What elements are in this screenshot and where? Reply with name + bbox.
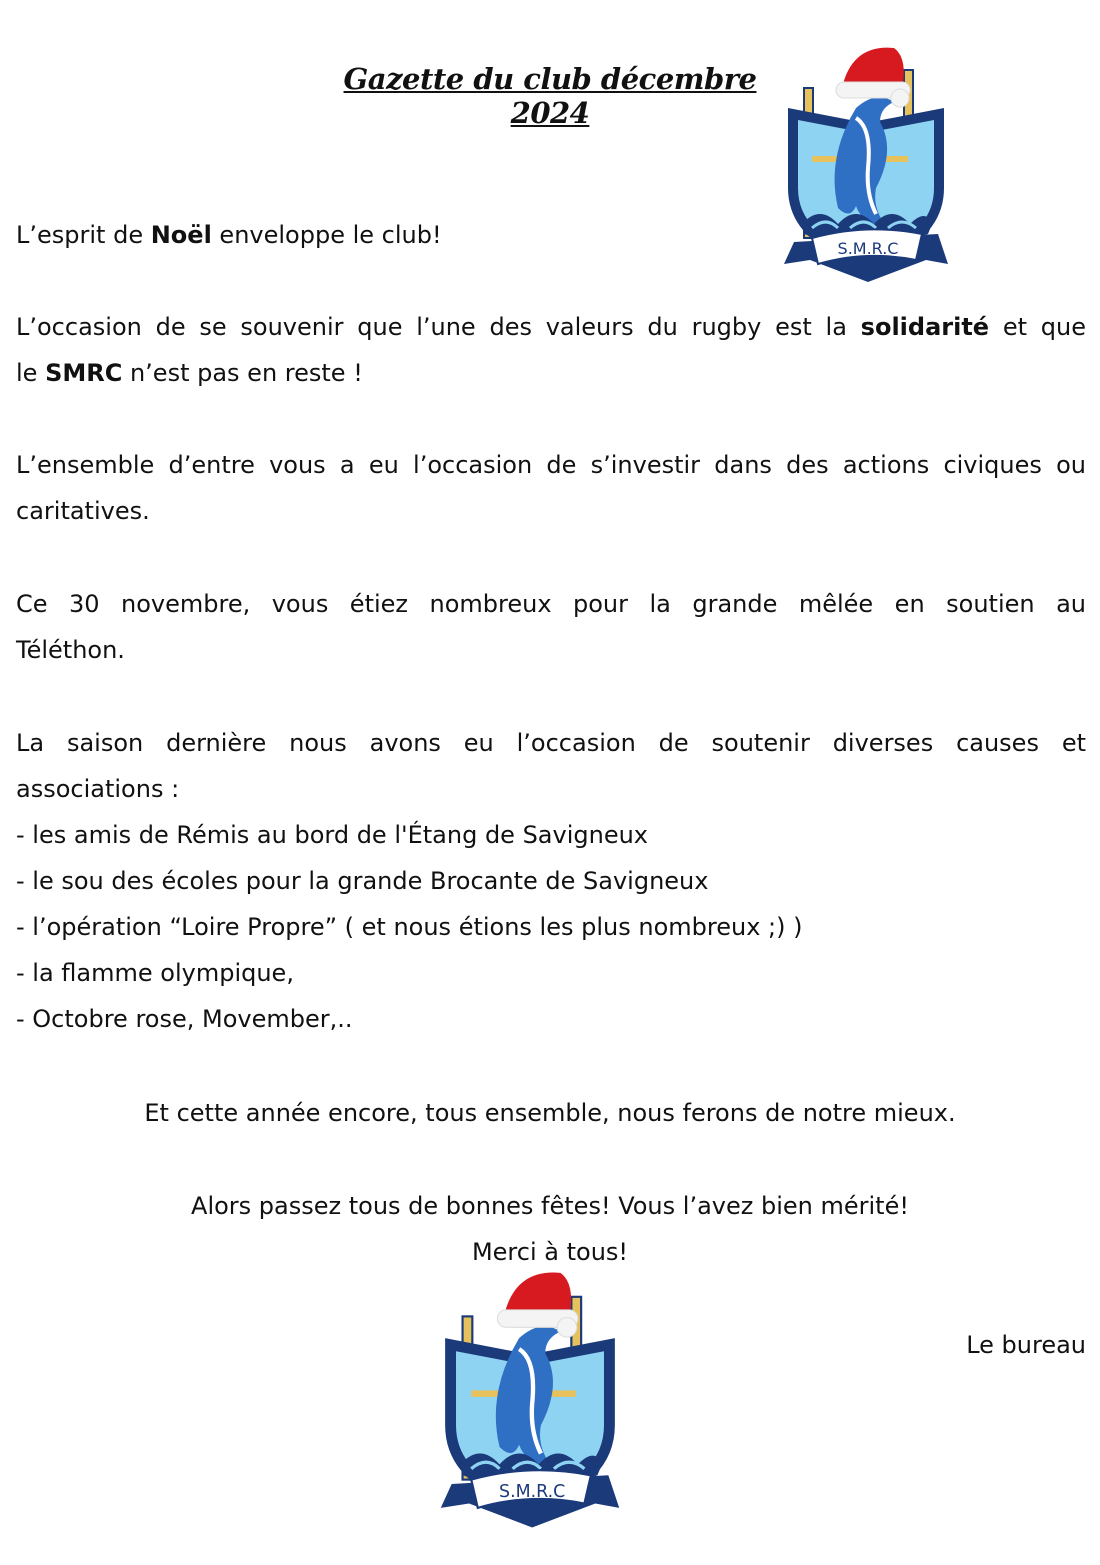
p2-line1-pre: L’occasion de se souvenir que l’une des valeurs du rugby est la (16, 313, 861, 341)
p2-line2-bold: SMRC (45, 359, 123, 387)
p2-line2-pre: le (16, 359, 46, 387)
p4-line2: Téléthon. (16, 636, 125, 664)
club-logo-bottom (432, 1262, 628, 1534)
gazette-title: Gazette du club décembre 2024 (343, 62, 757, 130)
p5-intro (16, 720, 1086, 812)
p5-line1: La saison dernière nous avons eu l’occasion de soutenir diverses causes et (16, 729, 1086, 757)
closing-line-1: Et cette année encore, tous ensemble, nous ferons de notre mieux. (144, 1099, 956, 1127)
p2-line1-post: et que (989, 313, 1086, 341)
logo-year: 2016 (523, 1501, 541, 1510)
p3-line1: L’ensemble d’entre vous a eu l’occasion de s’investir dans des actions civiques ou (16, 451, 1086, 479)
list-item: - les amis de Rémis au bord de l'Étang de Savigneux (16, 821, 649, 849)
logo-text: S.M.R.C (837, 239, 899, 258)
paragraph-noel (16, 212, 1086, 258)
p1-bold: Noël (150, 221, 212, 249)
p3-line2: caritatives. (16, 497, 150, 525)
p1-pre: L’esprit de (16, 221, 151, 249)
closing-line-2: Alors passez tous de bonnes fêtes! Vous l’avez bien mérité! (191, 1192, 909, 1220)
p2-line2-post: n’est pas en reste ! (122, 359, 363, 387)
p2-line2 (16, 350, 1086, 396)
signature: Le bureau (966, 1331, 1086, 1359)
p4-line1: Ce 30 novembre, vous étiez nombreux pour la grande mêlée en soutien au (16, 590, 1086, 618)
paragraph-solidarite (16, 304, 1086, 396)
logo-text: S.M.R.C (499, 1482, 566, 1503)
paragraph-actions (16, 442, 1086, 534)
paragraph-causes (16, 720, 1086, 1042)
p2-line1-bold: solidarité (860, 313, 990, 341)
logo-year: 2016 (860, 259, 876, 266)
list-item: - le sou des écoles pour la grande Brocante de Savigneux (16, 867, 709, 895)
list-item: - Octobre rose, Movember,.. (16, 1005, 353, 1033)
p5-line2: associations : (16, 775, 180, 803)
list-item: - la flamme olympique, (16, 959, 294, 987)
p1-post: enveloppe le club! (211, 221, 442, 249)
causes-list (16, 812, 1086, 1042)
paragraph-telethon (16, 581, 1086, 673)
closing-line-3: Merci à tous! (471, 1238, 629, 1266)
list-item: - l’opération “Loire Propre” ( et nous étions les plus nombreux ;) ) (16, 913, 803, 941)
